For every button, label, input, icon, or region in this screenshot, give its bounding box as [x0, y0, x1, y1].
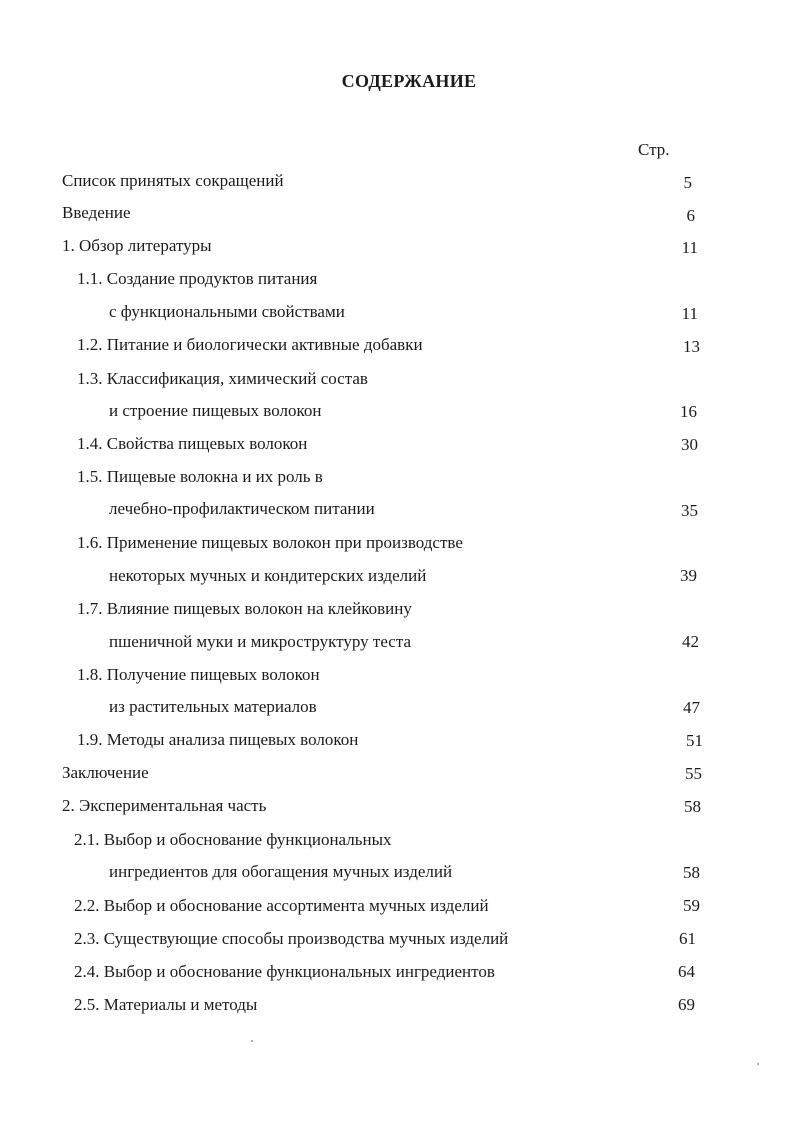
toc-entry-text: 2.1. Выбор и обоснование функциональных — [74, 830, 392, 849]
toc-entry-page: 16 — [680, 402, 697, 421]
scan-speck — [251, 1040, 253, 1042]
toc-entry-text: 2. Экспериментальная часть — [62, 796, 267, 815]
toc-entry-page: 64 — [678, 962, 695, 981]
toc-entry-page: 58 — [684, 797, 701, 816]
toc-entry-text: 1. Обзор литературы — [62, 236, 212, 255]
toc-entry-text: 1.9. Методы анализа пищевых волокон — [77, 730, 359, 749]
toc-entry-page: 59 — [683, 896, 700, 915]
toc-entry-text: 1.6. Применение пищевых волокон при производстве — [77, 533, 463, 552]
toc-entry-text: 1.1. Создание продуктов питания — [77, 269, 318, 288]
toc-entry-text: Список принятых сокращений — [62, 171, 284, 190]
toc-entry-text: 2.4. Выбор и обоснование функциональных ингредиентов — [74, 962, 495, 981]
toc-entry-text: пшеничной муки и микроструктуру теста — [109, 632, 412, 651]
toc-entry-page: 55 — [685, 764, 702, 783]
toc-entry-text: ингредиентов для обогащения мучных изделий — [109, 862, 453, 881]
toc-entry-text: 1.4. Свойства пищевых волокон — [77, 434, 308, 453]
scan-speck — [757, 1063, 759, 1065]
toc-entry-page: 6 — [686, 206, 695, 225]
toc-entry-text: с функциональными свойствами — [109, 302, 345, 321]
toc-entry-page: 61 — [679, 929, 696, 948]
page-title: СОДЕРЖАНИЕ — [341, 71, 477, 91]
toc-entry-text: 1.7. Влияние пищевых волокон на клейковину — [77, 599, 412, 618]
toc-entry-page: 35 — [681, 501, 698, 520]
toc-entry-text: 1.2. Питание и биологически активные добавки — [77, 335, 423, 354]
toc-entry-text: 1.8. Получение пищевых волокон — [77, 665, 320, 684]
toc-entry-page: 11 — [681, 304, 698, 323]
toc-entry-text: Введение — [62, 203, 131, 222]
toc-entry-text: 2.3. Существующие способы производства мучных изделий — [74, 929, 509, 948]
toc-entry-page: 13 — [683, 337, 700, 356]
toc-entry-text: 2.5. Материалы и методы — [74, 995, 258, 1014]
toc-entry-text: и строение пищевых волокон — [109, 401, 322, 420]
toc-entry-page: 51 — [686, 731, 703, 750]
toc-entry-page: 42 — [682, 632, 699, 651]
toc-entry-text: 1.5. Пищевые волокна и их роль в — [77, 467, 323, 486]
toc-entry-page: 47 — [683, 698, 700, 717]
toc-entry-page: 11 — [681, 238, 698, 257]
toc-entry-page: 30 — [681, 435, 698, 454]
toc-entry-text: 1.3. Классификация, химический состав — [77, 369, 368, 388]
toc-entry-text: Заключение — [62, 763, 149, 782]
toc-entry-page: 5 — [683, 173, 692, 192]
toc-entry-page: 58 — [683, 863, 700, 882]
toc-entry-text: некоторых мучных и кондитерских изделий — [109, 566, 427, 585]
toc-entry-text: из растительных материалов — [109, 697, 317, 716]
toc-entry-text: лечебно-профилактическом питании — [109, 499, 375, 518]
toc-entry-page: 69 — [678, 995, 695, 1014]
toc-entry-text: 2.2. Выбор и обоснование ассортимента мучных изделий — [74, 896, 489, 915]
toc-entry-page: 39 — [680, 566, 697, 585]
page-column-header: Стр. — [638, 140, 670, 159]
